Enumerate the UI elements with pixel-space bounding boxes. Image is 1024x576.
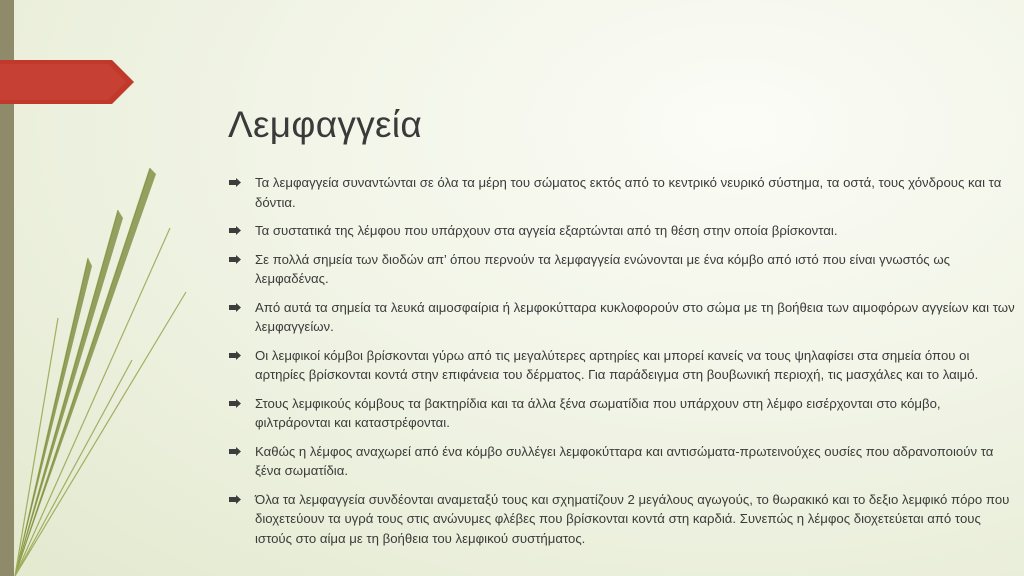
arrow-bullet-icon [229,178,241,187]
bullet-text: Οι λεμφικοί κόμβοι βρίσκονται γύρω από τις μεγαλύτερες αρτηρίες και μπορεί κανείς να τους ψηλαφίσει στα σημεία όπου οι αρτηρίες βρίσκονται κοντά στην επιφάνεια του δέρματος. Για παράδειγμα στη βουβωνική περιοχή, τις μασχάλες και το λαιμό. [255,347,979,382]
bullet-text: Στους λεμφικούς κόμβους τα βακτηρίδια και τα άλλα ξένα σωματίδια που υπάρχουν στη λέμφο εισέρχονται στο κόμβο, φιλτράρονται και καταστρέφονται. [255,395,941,430]
bullet-text: Όλα τα λεμφαγγεία συνδέονται αναμεταξύ τους και σχηματίζουν 2 μεγάλους αγωγούς, το θωρακικό και το δεξιο λεμφικό πόρο που διοχετεύουν τα υγρά τους στις ανώνυμες φλέβες που βρίσκονται κοντά στη καρδιά. Συνεπώς η λέμφος διοχετεύεται από τους ιστούς στο αίμα με τη βοήθεια του λεμφικού συστήματος. [255,491,1010,546]
arrow-bullet-icon [229,303,241,312]
list-item [228,250,1018,289]
bullet-text: Τα λεμφαγγεία συναντώνται σε όλα τα μέρη του σώματος εκτός από το κεντρικό νευρικό σύστημα, τα οστά, τους χόνδρους και τα δόντια. [255,175,1002,210]
bullet-text: Καθώς η λέμφος αναχωρεί από ένα κόμβο συλλέγει λεμφοκύτταρα και αντισώματα-πρωτεινούχες ουσίες που αδρανοποιούν τα ξένα σωματίδια. [255,443,994,478]
bullet-text: Από αυτά τα σημεία τα λευκά αιμοσφαίρια ή λεμφοκύτταρα κυκλοφορούν στο σώμα με τη βοήθεια των αιμοφόρων αγγείων και των λεμφαγγείων. [255,299,1015,334]
arrow-bullet-icon [229,351,241,360]
slide-title: Λεμφαγγεία [228,104,423,145]
list-item [228,394,1018,433]
decorative-lines [0,0,200,576]
list-item [228,442,1018,481]
list-item [228,490,1018,549]
arrow-bullet-icon [229,447,241,456]
arrow-bullet-icon [229,255,241,264]
arrow-bullet-icon [229,495,241,504]
list-item [228,346,1018,385]
list-item [228,298,1018,337]
bullet-list [228,173,1018,557]
list-item [228,173,1018,212]
bullet-text: Σε πολλά σημεία των διοδών απ’ όπου περνούν τα λεμφαγγεία ενώνονται με ένα κόμβο από ιστό που είναι γνωστός ως λεμφαδένας. [255,251,950,286]
arrow-bullet-icon [229,226,241,235]
arrow-bullet-icon [229,399,241,408]
list-item [228,221,1018,241]
bullet-text: Τα συστατικά της λέμφου που υπάρχουν στα αγγεία εξαρτώνται από τη θέση στην οποία βρίσκονται. [255,223,838,238]
